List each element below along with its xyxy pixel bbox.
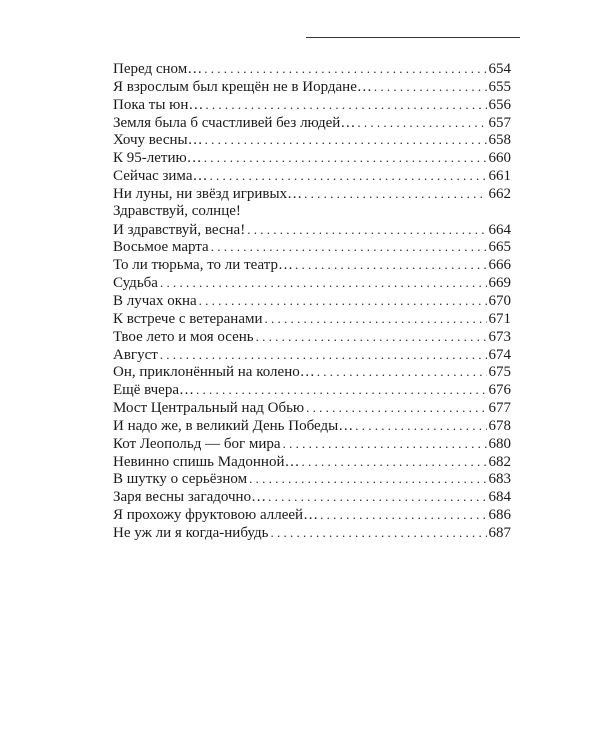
toc-entry-title: Перед сном…	[113, 61, 203, 77]
toc-entry	[113, 256, 511, 274]
toc-entry-page-number: 657	[488, 114, 511, 131]
toc-entry	[113, 131, 511, 149]
toc-dot-leader	[199, 292, 487, 310]
toc-entry-title: То ли тюрьма, то ли театр…	[113, 257, 293, 274]
toc-dot-leader	[268, 488, 486, 506]
toc-entry-title: Кот Леопольд — бог мира	[113, 435, 281, 452]
toc-dot-leader	[270, 524, 486, 542]
toc-dot-leader	[204, 60, 486, 78]
toc-entry-title: Судьба	[113, 275, 158, 292]
toc-entry	[113, 185, 511, 203]
toc-entry-title: Ещё вчера…	[113, 382, 194, 399]
toc-entry-title: Мост Центральный над Обью	[113, 400, 305, 417]
toc-dot-leader	[209, 167, 486, 185]
toc-entry-title: Он, приклонённый на колено…	[113, 364, 315, 381]
toc-entry-title: Восьмое марта	[113, 239, 209, 256]
toc-entry	[113, 221, 511, 239]
table-of-contents	[113, 60, 511, 542]
toc-entry-page-number: 654	[488, 61, 511, 77]
toc-entry	[113, 60, 511, 78]
toc-entry	[113, 506, 511, 524]
toc-entry	[113, 292, 511, 310]
toc-entry-title: Здравствуй, солнце!	[113, 202, 241, 219]
toc-dot-leader	[283, 435, 487, 453]
toc-entry-title: В шутку о серьёзном	[113, 471, 248, 488]
toc-entry-page-number: 682	[488, 453, 511, 470]
toc-entry	[113, 96, 511, 114]
toc-entry	[113, 78, 511, 96]
header-rule	[306, 37, 520, 38]
toc-entry	[113, 203, 511, 221]
toc-entry-title: Хочу весны…	[113, 132, 203, 149]
toc-entry	[113, 238, 511, 256]
toc-entry	[113, 328, 511, 346]
toc-entry-title: Сейчас зима…	[113, 168, 208, 185]
toc-entry-title: В лучах окна	[113, 292, 197, 309]
toc-entry	[113, 310, 511, 328]
toc-dot-leader	[247, 221, 486, 239]
toc-dot-leader	[249, 470, 486, 488]
toc-entry-page-number: 664	[488, 221, 511, 238]
toc-dot-leader	[196, 381, 487, 399]
toc-entry-page-number: 658	[488, 132, 511, 149]
toc-entry-title: К 95-летию…	[113, 150, 202, 167]
toc-entry-page-number: 660	[488, 150, 511, 167]
toc-dot-leader	[295, 256, 487, 274]
toc-entry-title: Я прохожу фруктовою аллеей…	[113, 507, 319, 524]
toc-dot-leader	[205, 131, 487, 149]
toc-entry	[113, 149, 511, 167]
toc-entry-page-number: 662	[488, 185, 511, 202]
toc-entry-title: Я взрослым был крещён не в Иордане…	[113, 78, 372, 95]
toc-entry	[113, 470, 511, 488]
toc-entry	[113, 453, 511, 471]
toc-entry-page-number: 674	[488, 346, 511, 363]
toc-entry-page-number: 686	[488, 507, 511, 524]
toc-dot-leader	[256, 328, 487, 346]
toc-entry-title: К встрече с ветеранами	[113, 310, 263, 327]
toc-entry-title: Твое лето и моя осень	[113, 328, 254, 345]
toc-dot-leader	[301, 453, 486, 471]
toc-entry-page-number: 680	[488, 435, 511, 452]
toc-dot-leader	[317, 363, 487, 381]
toc-entry-page-number: 671	[488, 310, 511, 327]
toc-dot-leader	[320, 506, 486, 524]
toc-entry-title: Ни луны, ни звёзд игривых…	[113, 185, 303, 202]
toc-entry	[113, 167, 511, 185]
toc-entry	[113, 435, 511, 453]
toc-entry-title: Невинно спишь Мадонной…	[113, 453, 300, 470]
toc-dot-leader	[160, 274, 487, 292]
toc-entry	[113, 399, 511, 417]
toc-entry-title: И здравствуй, весна!	[113, 221, 246, 238]
toc-entry	[113, 346, 511, 364]
toc-entry-page-number: 655	[488, 78, 511, 95]
toc-entry-title: Не уж ли я когда-нибудь	[113, 524, 269, 541]
toc-dot-leader	[205, 96, 486, 114]
toc-dot-leader	[160, 346, 487, 364]
toc-dot-leader	[211, 238, 487, 256]
toc-dot-leader	[355, 417, 486, 435]
toc-entry	[113, 417, 511, 435]
toc-entry	[113, 381, 511, 399]
toc-entry-page-number: 670	[488, 292, 511, 309]
toc-entry-title: Август	[113, 346, 158, 363]
toc-entry-page-number: 665	[488, 239, 511, 256]
toc-entry-title: Земля была б счастливей без людей…	[113, 114, 356, 131]
toc-dot-leader	[374, 78, 487, 96]
toc-entry-page-number: 687	[488, 524, 511, 541]
toc-entry-page-number: 676	[488, 382, 511, 399]
toc-entry-page-number: 673	[488, 328, 511, 345]
toc-dot-leader	[204, 149, 487, 167]
toc-dot-leader	[265, 310, 487, 328]
toc-entry	[113, 488, 511, 506]
toc-entry-page-number: 678	[488, 417, 511, 434]
toc-entry-page-number: 661	[488, 168, 511, 185]
toc-entry-title: Заря весны загадочно…	[113, 489, 267, 506]
toc-entry	[113, 114, 511, 132]
toc-entry-title: Пока ты юн…	[113, 96, 204, 113]
toc-entry-page-number: 666	[488, 257, 511, 274]
toc-entry	[113, 274, 511, 292]
toc-entry	[113, 363, 511, 381]
toc-dot-leader	[306, 399, 486, 417]
toc-entry-title: И надо же, в великий День Победы…	[113, 417, 354, 434]
toc-entry-page-number: 675	[488, 364, 511, 381]
toc-entry-page-number: 684	[488, 489, 511, 506]
toc-entry	[113, 524, 511, 542]
toc-entry-page-number: 677	[488, 400, 511, 417]
toc-entry-page-number: 669	[488, 275, 511, 292]
toc-entry-page-number: 683	[488, 471, 511, 488]
toc-dot-leader	[357, 114, 486, 132]
toc-entry-page-number: 656	[488, 96, 511, 113]
toc-dot-leader	[304, 185, 486, 203]
